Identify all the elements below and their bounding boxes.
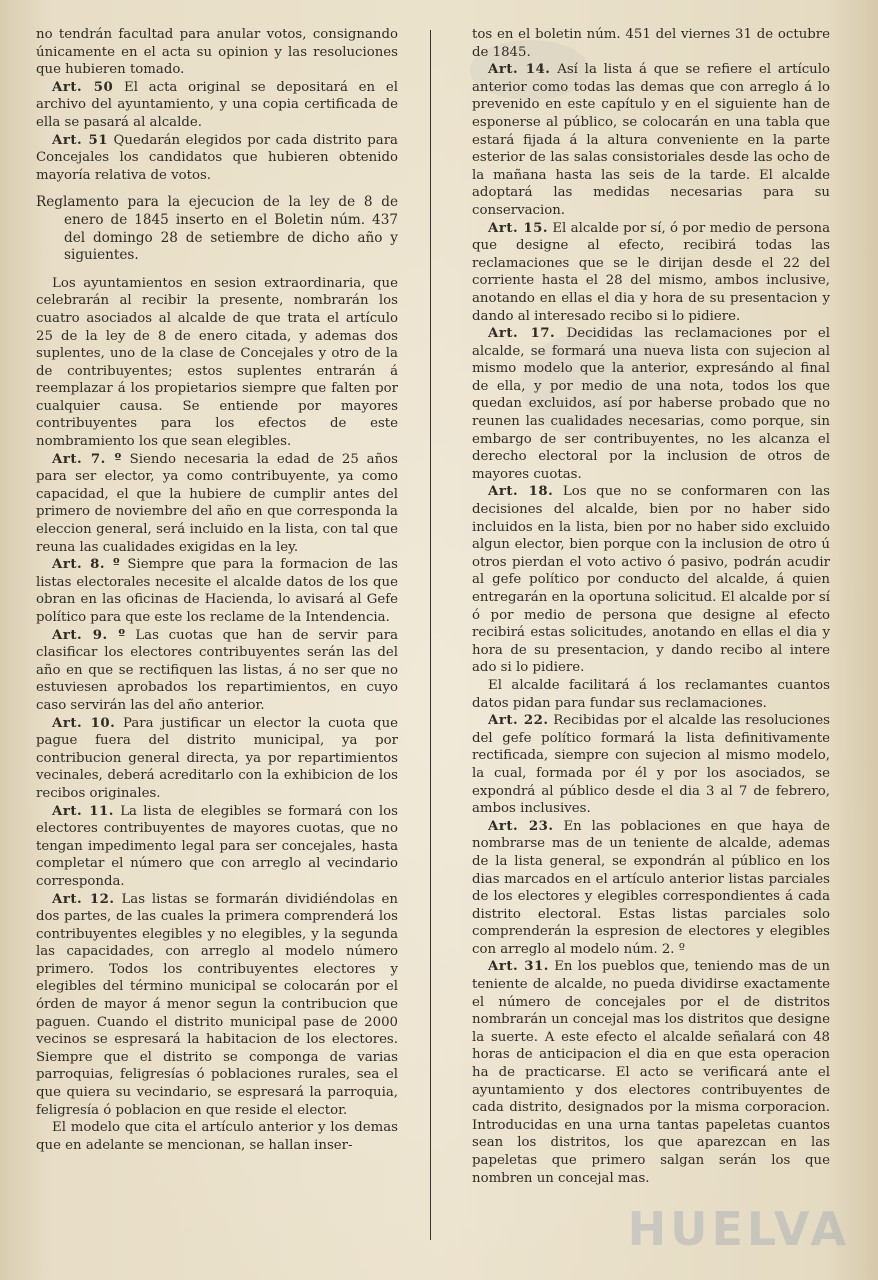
- article-label: Art. 9. º: [52, 627, 126, 643]
- paragraph: El modelo que cita el artículo anterior y los demas que en adelante se mencionan, se hallan inser-: [36, 1120, 398, 1153]
- article-paragraph: [472, 483, 830, 677]
- paragraph: El alcalde facilitará á los reclamantes cuantos datos pidan para fundar sus reclamaciones.: [472, 677, 830, 711]
- article-text: Siempre que para la formacion de las listas electorales necesite el alcalde datos de los que obran en las oficinas de Hacienda, lo avisará al Gefe político para que este los reclame de la Intendencia.: [36, 557, 398, 625]
- article-label: Art. 17.: [488, 326, 556, 342]
- article-label: Art. 23.: [488, 818, 554, 834]
- article-text: La lista de elegibles se formará con los electores contribuyentes de mayores cuotas, que no tengan impedimento legal para ser concejales, hasta completar el número que con arreglo al vecindario corresponda.: [36, 803, 398, 889]
- article-label: Art. 51: [52, 132, 108, 148]
- article-text: Decididas las reclamaciones por el alcalde, se formará una nueva lista con sujecion al mismo modelo que la anterior, expresándo al final de ella, y por medio de una nota, todos los que quedan excluidos, así por haberse probado que no reunen las cualidades necesarias, como porque, sin embargo de ser contribuyentes, no les alcanza el derecho electoral por la inclusion de otros de mayores cuotas.: [472, 326, 830, 482]
- article-paragraph: [36, 627, 398, 715]
- article-label: Art. 12.: [52, 891, 115, 907]
- article-text: En los pueblos que, teniendo mas de un teniente de alcalde, no pueda dividirse exactamente el número de concejales por el de distritos nombrarán un concejal mas los distritos que designe la suerte. A este efecto el alcalde señalará con 48 horas de anticipacion el dia en que esta operacion ha de practicarse. El acto se verificará ante el ayuntamiento y dos electores contribuyentes de cada distrito, designados por la misma corporacion. Introducidas en una urna tantas papeletas cuantos sean los distritos, los que aparezcan en las papeletas que primero salgan serán los que nombren un concejal mas.: [472, 959, 830, 1186]
- article-paragraph: [472, 325, 830, 483]
- article-label: Art. 7. º: [52, 451, 122, 467]
- article-label: Art. 22.: [488, 713, 549, 729]
- article-paragraph: [472, 220, 830, 326]
- article-text: Recibidas por el alcalde las resoluciones del gefe político formará la lista definitivamente rectificada, siempre con sujecion al mismo modelo, la cual, formada por él y por los asociados, se expondrá al público desde el dia 3 al 7 de febrero, ambos inclusives.: [472, 713, 830, 817]
- article-text: Así la lista á que se refiere el artículo anterior como todas las demas que con arreglo á lo prevenido en este capítulo y en el siguiente han de esponerse al público, se colocarán en una tabla que estará fijada á la altura conveniente en la parte esterior de las salas consistoriales desde las ocho de la mañana hasta las seis de la tarde. El alcalde adoptará las medidas necesarias para su conservacion.: [472, 62, 830, 218]
- article-paragraph: [36, 803, 398, 891]
- article-label: Art. 10.: [52, 715, 116, 731]
- article-paragraph: [36, 79, 398, 132]
- archive-watermark: HUELVA: [627, 1202, 850, 1256]
- article-label: Art. 15.: [488, 220, 548, 236]
- right-column: [472, 26, 830, 1262]
- article-paragraph: [36, 451, 398, 557]
- article-label: Art. 31.: [488, 959, 549, 975]
- article-text: El acta original se depositará en el archivo del ayuntamiento, y una copia certificada de ella se pasará al alcalde.: [36, 79, 398, 130]
- article-text: Los que no se conformaren con las decisiones del alcalde, bien por no haber sido incluidos en la lista, bien por no haber sido excluido algun elector, bien porque con la inclusion de otro ú otros pierdan el voto activo ó pasivo, podrán acudir al gefe político por conducto del alcalde, á quien entregarán en la oportuna solicitud. El alcalde por sí ó por medio de persona que designe al efecto recibirá estas solicitudes, anotando en ellas el dia y hora de su presentacion, y dando recibo al intere ado si lo pidiere.: [472, 484, 830, 676]
- article-paragraph: [36, 891, 398, 1120]
- column-divider: [430, 30, 431, 1240]
- continued-paragraph: no tendrán facultad para anular votos, consignando únicamente en el acta su opinion y las resoluciones que hubieren tomado.: [36, 27, 398, 78]
- article-text: Para justificar un elector la cuota que pague fuera del distrito municipal, ya por contribucion general directa, ya por repartimientos vecinales, deberá acreditarlo con la exhibicion de los recibos originales.: [36, 715, 398, 801]
- article-text: Las listas se formarán dividiéndolas en dos partes, de las cuales la primera comprenderá los contribuyentes elegibles y no elegibles, y la segunda las capacidades, con arreglo al modelo número primero. Todos los contribuyentes electores y elegibles del término municipal se colocarán por el órden de mayor á menor segun la contribucion que paguen. Cuando el distrito municipal pase de 2000 vecinos se espresará la habitacion de los electores. Siempre que el distrito se componga de varias parroquias, feligresías ó poblaciones rurales, sea el que quiera su vecindario, se espresará la parroquia, feligresía ó poblacion en que reside el elector.: [36, 891, 398, 1118]
- article-label: Art. 8. º: [52, 557, 121, 573]
- article-paragraph: [472, 818, 830, 959]
- article-paragraph: [36, 132, 398, 185]
- paragraph: Los ayuntamientos en sesion extraordinaria, que celebrarán al recibir la presente, nombrarán los cuatro asociados al alcalde de que trata el artículo 25 de la ley de 8 de enero citada, y ademas dos suplentes, uno de la clase de Concejales y otro de la de contribuyentes; estos suplentes entrarán á reemplazar á los propietarios siempre que falten por cualquier causa. Se entiende por mayores contribuyentes para los efectos de este nombramiento los que sean elegibles.: [36, 275, 398, 450]
- article-paragraph: [472, 61, 830, 219]
- article-paragraph: [472, 958, 830, 1187]
- section-title: Reglamento para la ejecucion de la ley de 8 de enero de 1845 inserto en el Boletin núm. 437 del domingo 28 de setiembre de dicho año y siguientes.: [36, 194, 398, 264]
- article-label: Art. 18.: [488, 484, 554, 500]
- article-paragraph: [472, 712, 830, 818]
- article-label: Art. 14.: [488, 62, 551, 78]
- article-text: Siendo necesaria la edad de 25 años para ser elector, ya como contribuyente, ya como capacidad, el que la hubiere de cumplir antes del primero de noviembre del año en que corresponda la eleccion general, será incluido en la lista, con tal que reuna las cualidades exigidas en la ley.: [36, 451, 398, 555]
- article-paragraph: [36, 556, 398, 626]
- left-column: [36, 26, 398, 1262]
- article-label: Art. 11.: [52, 803, 114, 819]
- article-text: En las poblaciones en que haya de nombrarse mas de un teniente de alcalde, ademas de la lista general, se expondrán al público en los dias marcados en el artículo anterior listas parciales de los electores y elegibles correspondientes á cada distrito electoral. Estas listas parciales solo comprenderán la espresion de electores y elegibles con arreglo al modelo núm. 2. º: [472, 818, 830, 957]
- article-paragraph: [36, 715, 398, 803]
- article-text: Las cuotas que han de servir para clasificar los electores contribuyentes serán las del año en que se rectifiquen las listas, á no ser que no estuviesen aprobados los repartimientos, en cuyo caso servirán las del año anterior.: [36, 627, 398, 713]
- article-label: Art. 50: [52, 79, 114, 95]
- continued-paragraph: tos en el boletin núm. 451 del viernes 31 de octubre de 1845.: [472, 27, 830, 60]
- article-text: Quedarán elegidos por cada distrito para Concejales los candidatos que hubieren obtenido mayoría relativa de votos.: [36, 132, 398, 183]
- article-text: El alcalde por sí, ó por medio de persona que designe al efecto, recibirá todas las reclamaciones que se le dirijan desde el 22 del corriente hasta el 28 del mismo, ambos inclusive, anotando en ellas el dia y hora de su presentacion y dando al interesado recibo si lo pidiere.: [472, 220, 830, 324]
